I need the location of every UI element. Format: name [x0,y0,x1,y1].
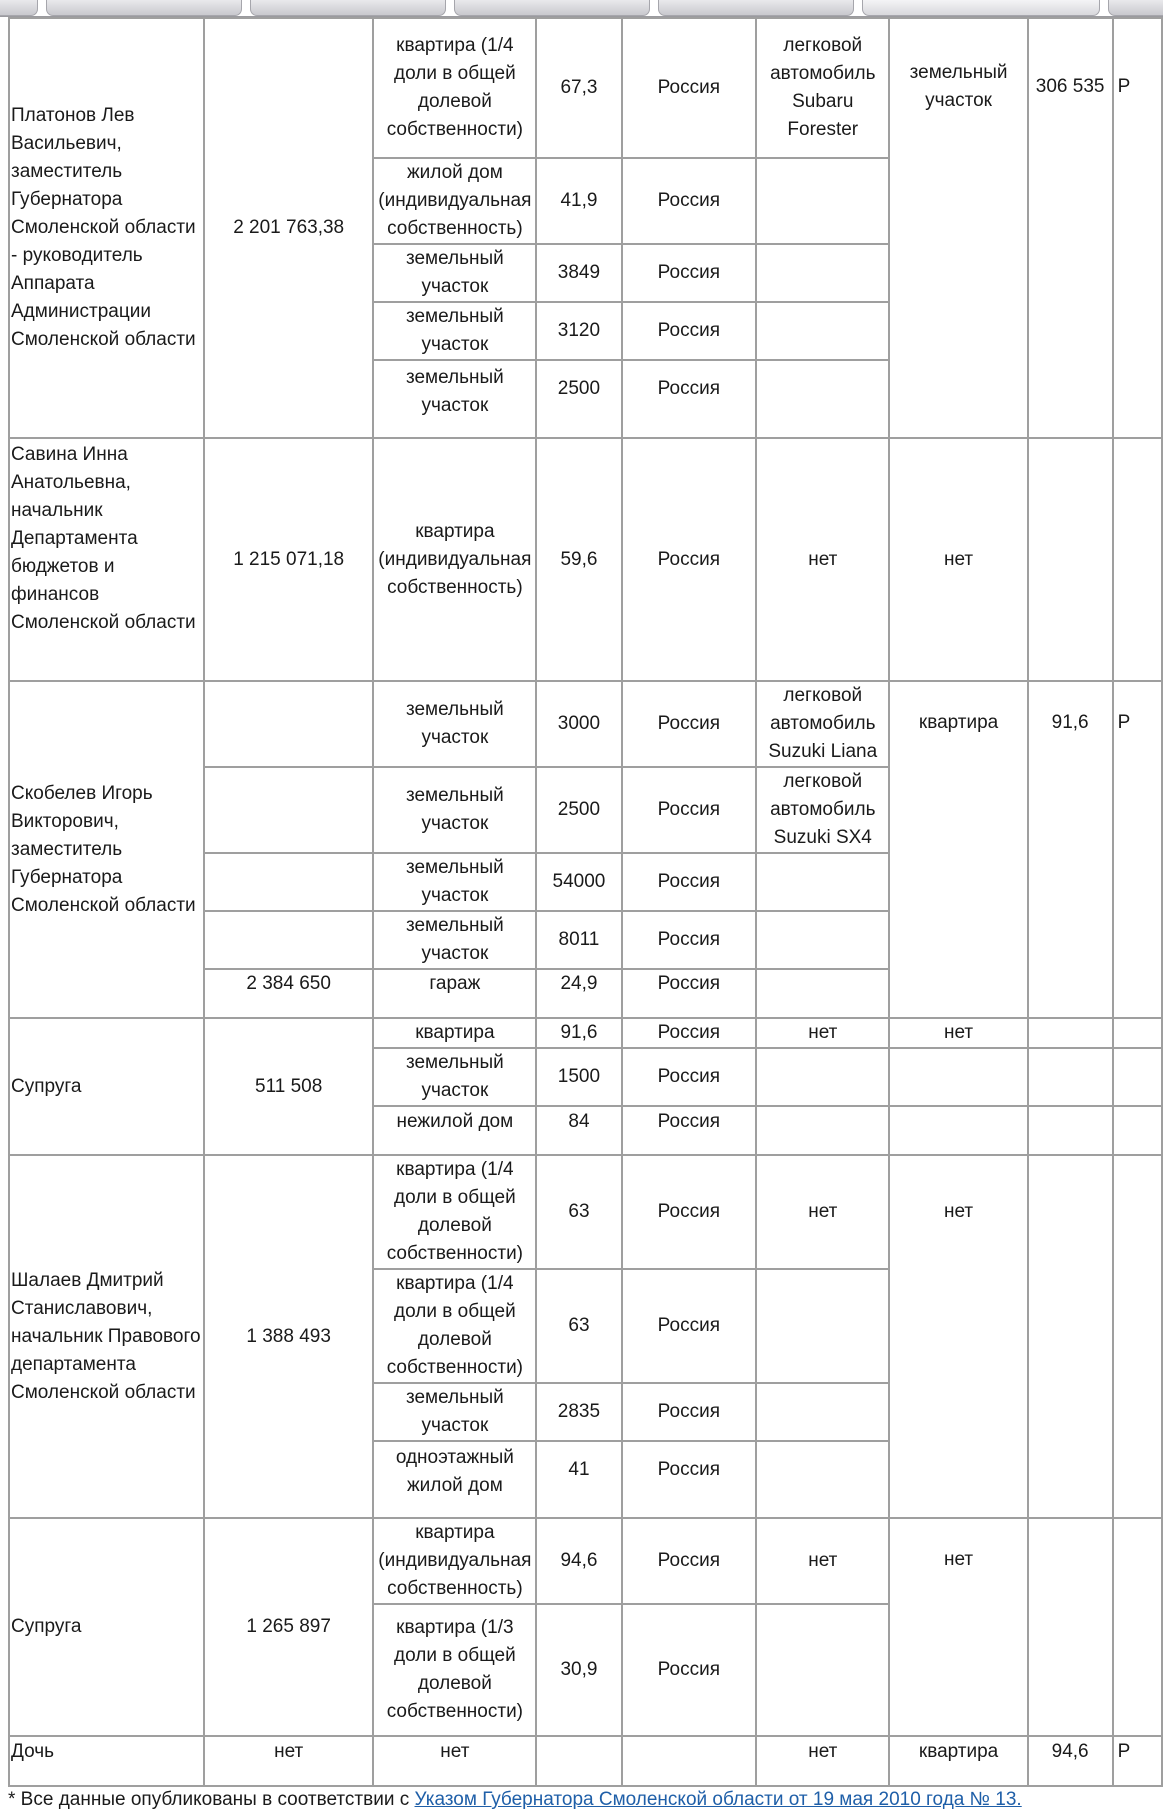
income-cell [204,853,374,911]
table-row [9,681,1162,767]
property-type-cell: жилой дом (индивидуальная собственность) [373,158,536,244]
use-area-cell: 91,6 [1028,681,1113,1018]
use-area-cell [1028,1518,1113,1736]
browser-tab-strip [0,0,1163,17]
browser-tab-5[interactable] [658,0,854,16]
property-area-cell: 59,6 [536,438,621,681]
footnote [8,1788,1022,1812]
table-row [9,1018,1162,1048]
use-country-cell: Р [1113,1736,1162,1786]
property-area-cell: 63 [536,1155,621,1269]
vehicle-cell [756,1604,889,1736]
property-type-cell: квартира (1/3 доли в общей долевой собственности) [373,1604,536,1736]
table-row [9,1155,1162,1269]
income-cell: 1 215 071,18 [204,438,374,681]
property-country-cell: Россия [622,438,756,681]
declarations-table [8,17,1163,1787]
income-cell: 2 201 763,38 [204,18,374,438]
property-country-cell: Россия [622,1518,756,1604]
property-country-cell: Россия [622,18,756,158]
use-type-cell: нет [889,1518,1027,1736]
vehicle-cell [756,158,889,244]
browser-tab-3[interactable] [250,0,446,16]
property-type-cell: земельный участок [373,360,536,438]
property-type-cell: квартира (индивидуальная собственность) [373,1518,536,1604]
property-area-cell: 2835 [536,1383,621,1441]
property-type-cell: земельный участок [373,1048,536,1106]
property-country-cell: Россия [622,681,756,767]
property-type-cell: земельный участок [373,302,536,360]
vehicle-cell [756,911,889,969]
person-name-cell: Платонов Лев Васильевич, заместитель Губернатора Смоленской области - руководитель Аппарата Администрации Смоленской области [9,18,204,438]
use-country-cell [1113,1518,1162,1736]
vehicle-cell: легковой автомобиль Suzuki SX4 [756,767,889,853]
property-country-cell: Россия [622,244,756,302]
property-country-cell: Россия [622,1155,756,1269]
income-cell: 2 384 650 [204,969,374,1018]
vehicle-cell [756,1383,889,1441]
property-area-cell [536,1736,621,1786]
table-row [9,1518,1162,1604]
footnote-text: * Все данные опубликованы в соответствии с [8,1789,415,1810]
use-type-cell [889,1106,1027,1155]
vehicle-cell [756,244,889,302]
property-type-cell: нежилой дом [373,1106,536,1155]
property-area-cell: 41,9 [536,158,621,244]
vehicle-cell [756,969,889,1018]
property-area-cell: 8011 [536,911,621,969]
property-area-cell: 3000 [536,681,621,767]
vehicle-cell: нет [756,1155,889,1269]
property-country-cell: Россия [622,853,756,911]
decree-link[interactable]: Указом Губернатора Смоленской области от 19 мая 2010 года № 13. [414,1789,1022,1810]
vehicle-cell: легковой автомобиль Subaru Forester [756,18,889,158]
property-country-cell: Россия [622,1048,756,1106]
property-type-cell: земельный участок [373,244,536,302]
property-type-cell: одноэтажный жилой дом [373,1441,536,1518]
person-name-cell: Скобелев Игорь Викторович, заместитель Губернатора Смоленской области [9,681,204,1018]
vehicle-cell: нет [756,438,889,681]
use-type-cell: квартира [889,1736,1027,1786]
property-country-cell: Россия [622,969,756,1018]
use-area-cell: 94,6 [1028,1736,1113,1786]
person-name-cell: Супруга [9,1518,204,1736]
use-type-cell: земельный участок [889,18,1027,438]
income-cell [204,681,374,767]
income-cell: 1 265 897 [204,1518,374,1736]
vehicle-cell [756,1106,889,1155]
property-type-cell: земельный участок [373,1383,536,1441]
property-country-cell [622,1736,756,1786]
property-country-cell: Россия [622,1018,756,1048]
property-type-cell: квартира (1/4 доли в общей долевой собственности) [373,18,536,158]
vehicle-cell [756,302,889,360]
use-country-cell [1113,1018,1162,1048]
property-area-cell: 3849 [536,244,621,302]
person-name-cell: Супруга [9,1018,204,1155]
use-country-cell [1113,1155,1162,1518]
table-row [9,18,1162,158]
use-country-cell: Р [1113,681,1162,1018]
vehicle-cell [756,1269,889,1383]
vehicle-cell: нет [756,1736,889,1786]
property-type-cell: квартира (индивидуальная собственность) [373,438,536,681]
income-cell: 511 508 [204,1018,374,1155]
use-area-cell [1028,1048,1113,1106]
browser-tab-2[interactable] [46,0,242,16]
property-area-cell: 63 [536,1269,621,1383]
property-type-cell: квартира (1/4 доли в общей долевой собственности) [373,1269,536,1383]
vehicle-cell [756,853,889,911]
vehicle-cell [756,360,889,438]
property-country-cell: Россия [622,1441,756,1518]
use-type-cell: квартира [889,681,1027,1018]
use-area-cell: 306 535 [1028,18,1113,438]
use-country-cell [1113,1106,1162,1155]
use-country-cell: Р [1113,18,1162,438]
property-type-cell: квартира [373,1018,536,1048]
vehicle-cell: легковой автомобиль Suzuki Liana [756,681,889,767]
property-type-cell: нет [373,1736,536,1786]
income-cell: нет [204,1736,374,1786]
property-area-cell: 3120 [536,302,621,360]
table-row [9,438,1162,681]
property-area-cell: 41 [536,1441,621,1518]
property-type-cell: квартира (1/4 доли в общей долевой собственности) [373,1155,536,1269]
property-country-cell: Россия [622,767,756,853]
vehicle-cell: нет [756,1018,889,1048]
property-area-cell: 2500 [536,767,621,853]
property-country-cell: Россия [622,158,756,244]
use-country-cell [1113,438,1162,681]
property-area-cell: 1500 [536,1048,621,1106]
use-type-cell: нет [889,1155,1027,1518]
income-cell [204,767,374,853]
table-row [9,1736,1162,1786]
vehicle-cell: нет [756,1518,889,1604]
property-area-cell: 2500 [536,360,621,438]
property-area-cell: 94,6 [536,1518,621,1604]
property-area-cell: 24,9 [536,969,621,1018]
person-name-cell: Савина Инна Анатольевна, начальник Департамента бюджетов и финансов Смоленской области [9,438,204,681]
use-type-cell: нет [889,1018,1027,1048]
property-country-cell: Россия [622,1604,756,1736]
property-area-cell: 91,6 [536,1018,621,1048]
property-country-cell: Россия [622,360,756,438]
property-area-cell: 67,3 [536,18,621,158]
property-type-cell: земельный участок [373,911,536,969]
person-name-cell: Шалаев Дмитрий Станиславович, начальник Правового департамента Смоленской области [9,1155,204,1518]
property-type-cell: гараж [373,969,536,1018]
browser-tab-7[interactable] [1108,0,1163,16]
vehicle-cell [756,1441,889,1518]
person-name-cell: Дочь [9,1736,204,1786]
property-type-cell: земельный участок [373,853,536,911]
use-area-cell [1028,1018,1113,1048]
use-area-cell [1028,438,1113,681]
vehicle-cell [756,1048,889,1106]
property-country-cell: Россия [622,1106,756,1155]
use-type-cell [889,1048,1027,1106]
use-type-cell: нет [889,438,1027,681]
property-type-cell: земельный участок [373,681,536,767]
browser-tab-6[interactable] [862,0,1100,16]
property-country-cell: Россия [622,302,756,360]
use-area-cell [1028,1155,1113,1518]
use-area-cell [1028,1106,1113,1155]
use-country-cell [1113,1048,1162,1106]
property-area-cell: 30,9 [536,1604,621,1736]
property-country-cell: Россия [622,1269,756,1383]
property-country-cell: Россия [622,1383,756,1441]
income-cell [204,911,374,969]
property-type-cell: земельный участок [373,767,536,853]
property-area-cell: 84 [536,1106,621,1155]
property-country-cell: Россия [622,911,756,969]
property-area-cell: 54000 [536,853,621,911]
browser-tab-4[interactable] [454,0,650,16]
browser-tab-1[interactable] [0,0,38,16]
income-cell: 1 388 493 [204,1155,374,1518]
